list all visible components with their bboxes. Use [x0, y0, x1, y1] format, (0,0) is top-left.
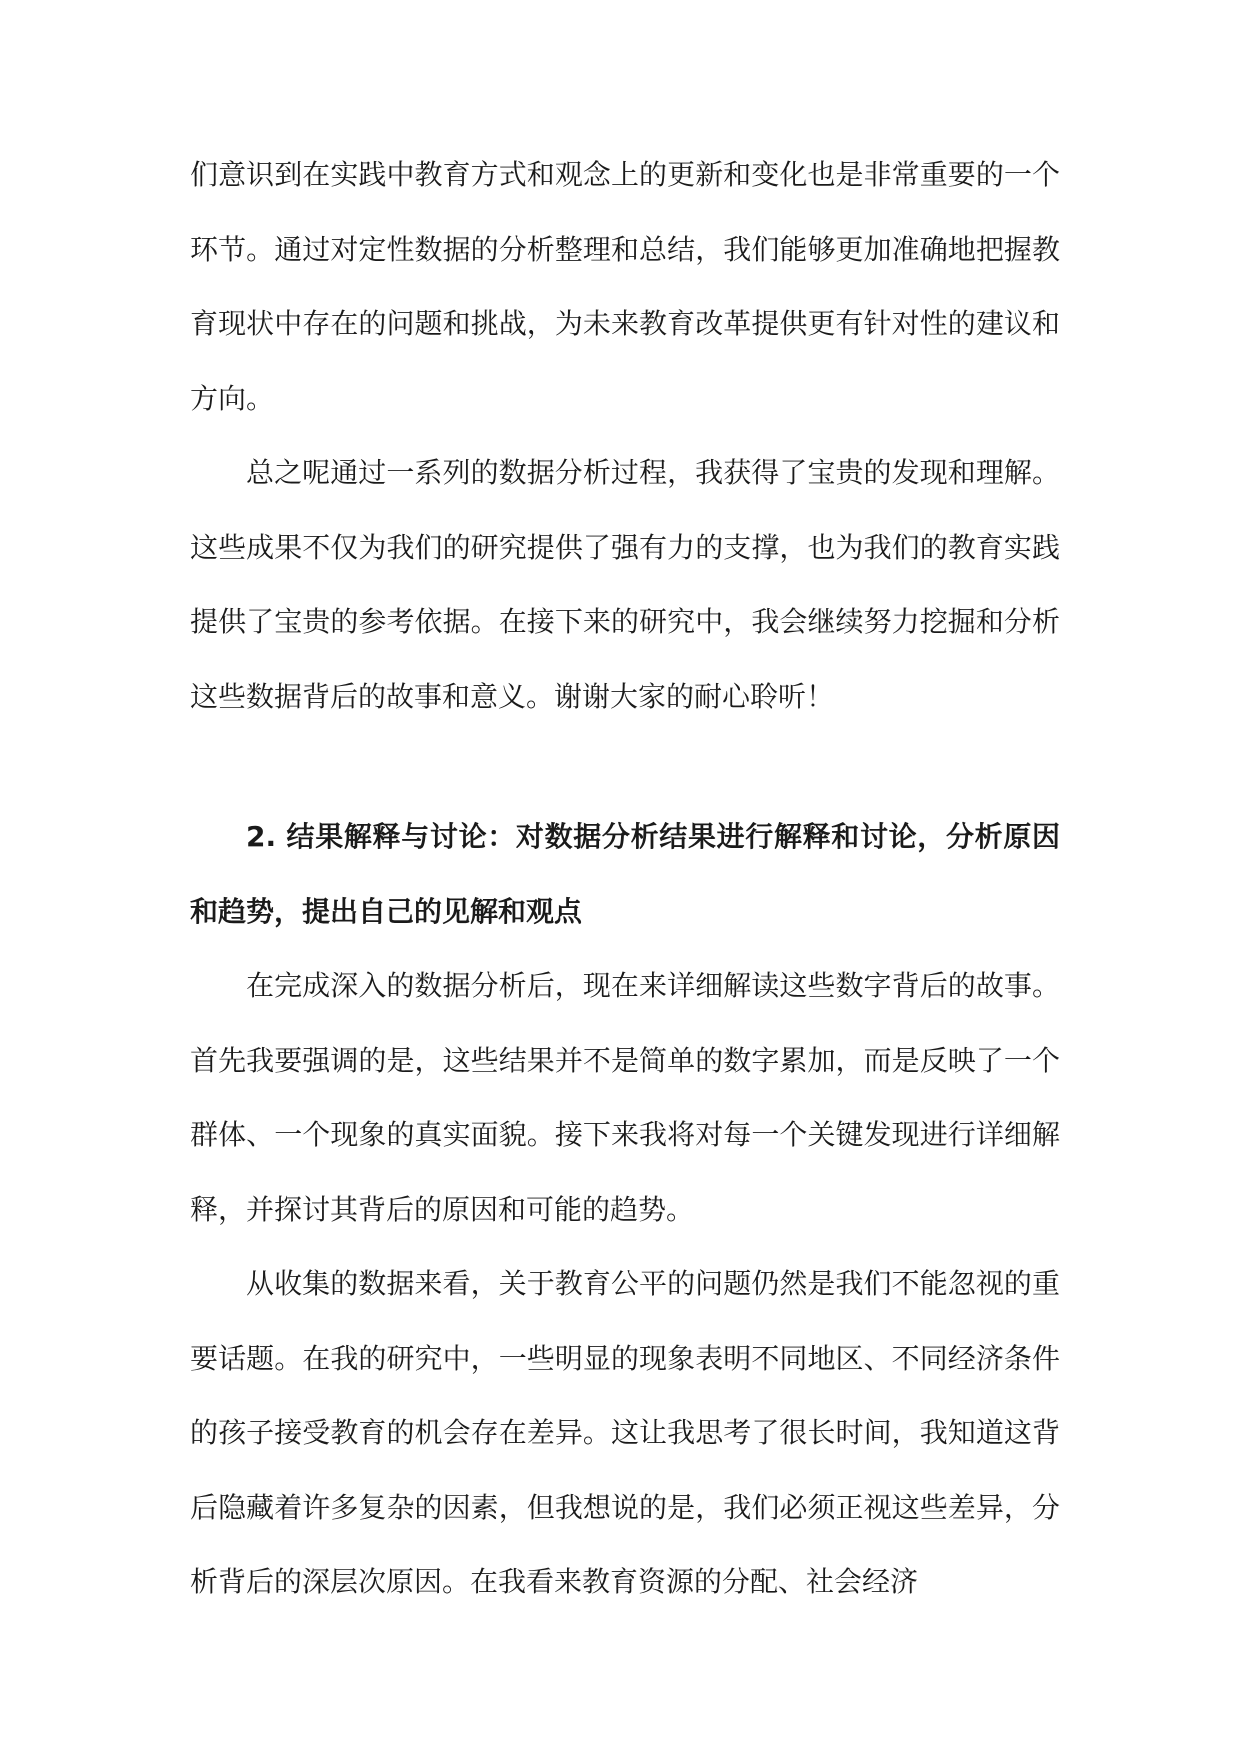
paragraph-interpretation: 在完成深入的数据分析后，现在来详细解读这些数字背后的故事。首先我要强调的是，这些结果并不是简单的数字累加，而是反映了一个群体、一个现象的真实面貌。接下来我将对每一个关键发现进行详细解释，并探讨其背后的原因和可能的趋势。 — [190, 969, 1060, 1226]
paragraph-continuation: 们意识到在实践中教育方式和观念上的更新和变化也是非常重要的一个环节。通过对定性数据的分析整理和总结，我们能够更加准确地把握教育现状中存在的问题和挑战，为未来教育改革提供更有针对性的建议和方向。 — [190, 158, 1060, 415]
paragraph-summary: 总之呢通过一系列的数据分析过程，我获得了宝贵的发现和理解。这些成果不仅为我们的研究提供了强有力的支撑，也为我们的教育实践提供了宝贵的参考依据。在接下来的研究中，我会继续努力挖掘和分析这些数据背后的故事和意义。谢谢大家的耐心聆听！ — [190, 456, 1060, 713]
document-body — [190, 138, 1060, 1620]
section-heading: 2. 结果解释与讨论：对数据分析结果进行解释和讨论，分析原因和趋势，提出自己的见解和观点 — [190, 820, 1060, 928]
paragraph-equity: 从收集的数据来看，关于教育公平的问题仍然是我们不能忽视的重要话题。在我的研究中，一些明显的现象表明不同地区、不同经济条件的孩子接受教育的机会存在差异。这让我思考了很长时间，我知道这背后隐藏着许多复杂的因素，但我想说的是，我们必须正视这些差异，分析背后的深层次原因。在我看来教育资源的分配、社会经济 — [190, 1267, 1060, 1598]
section-spacer — [190, 734, 1060, 800]
